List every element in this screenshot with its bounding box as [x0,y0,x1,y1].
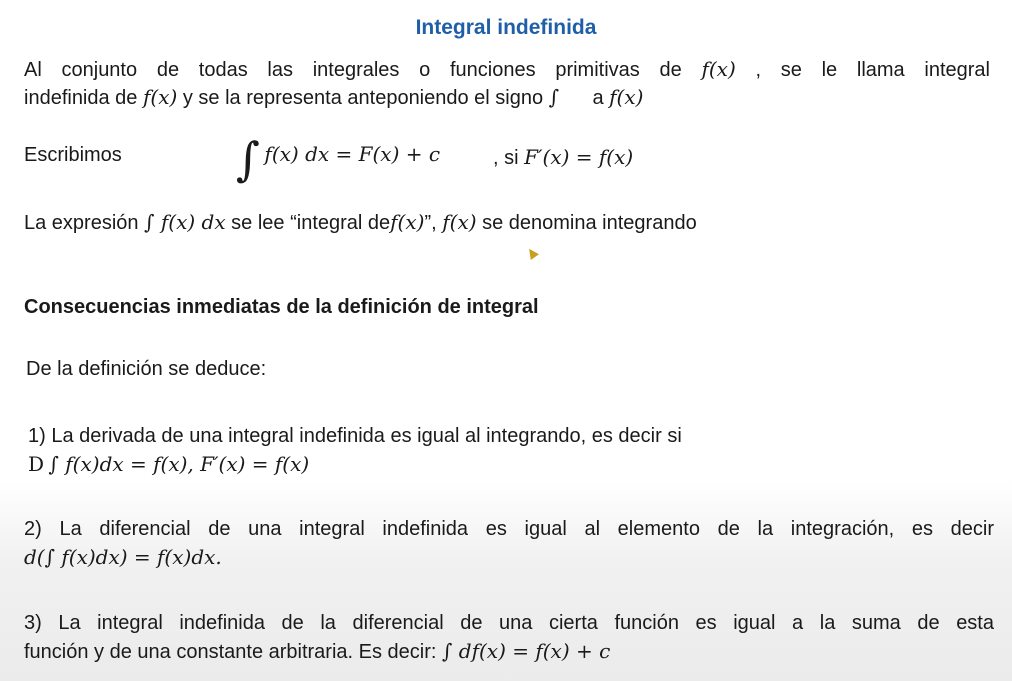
item-3-text: 3) La integral indefinida de la diferencial de una cierta función es igual a la suma de esta [24,612,994,634]
section-heading: Consecuencias inmediatas de la definición de integral [24,296,539,318]
integral-sign: ∫ [548,85,560,109]
expresion-suffix: se denomina integrando [482,212,697,234]
expresion-func2: f(x) [442,210,477,234]
definition-formula: f(x) dx = F(x) + c [264,142,441,166]
item-2-text: 2) La diferencial de una integral indefinida es igual al elemento de la integración, es decir [24,518,994,540]
intro-line-2-mid: y se la representa anteponiendo el signo [182,87,544,109]
item-1-formula-text: ∫ f(x)dx = f(x), F′(x) = f(x) [48,452,310,476]
intro-line-1 [24,56,990,83]
definition-condition [493,144,633,171]
item-3-text-2: función y de una constante arbitraria. Es decir: [24,641,437,663]
intro-func-3: f(x) [609,85,644,109]
page-title: Integral indefinida [415,16,597,39]
expresion-middle2: ”, [424,212,437,234]
deduce-text: De la definición se deduce: [26,358,267,380]
intro-line-2 [24,84,643,111]
intro-func-2: f(x) [143,85,178,109]
item-2-formula: d(∫ f(x)dx) = f(x)dx. [24,545,222,569]
intro-a: a [592,87,604,109]
intro-line-2-text: indefinida de [24,87,138,109]
condition-prefix: , si [493,147,519,169]
item-1-d: D [28,452,45,476]
escribimos-formula [236,132,441,186]
expresion-middle1: se lee “integral de [231,212,391,234]
escribimos-label: Escribimos [24,144,122,166]
big-integral-sign: ∫ [236,132,260,186]
condition-formula: F′(x) = f(x) [524,145,634,169]
item-3-line-2 [24,638,610,665]
item-3-formula: ∫ df(x) = f(x) + c [442,639,611,663]
mouse-cursor-icon [525,246,539,260]
intro-line-1-text: Al conjunto de todas las integrales o funciones primitivas de [24,59,682,81]
item-1-formula [28,452,309,476]
intro-func: f(x) [701,57,736,81]
expresion-func1: f(x) [390,210,425,234]
expresion-line [24,209,697,236]
expresion-formula: ∫ f(x) dx [144,210,226,234]
item-1-text: 1) La derivada de una integral indefinida es igual al integrando, es decir si [28,425,682,447]
expresion-prefix: La expresión [24,212,139,234]
intro-line-1-tail: , se le llama integral [755,59,990,81]
